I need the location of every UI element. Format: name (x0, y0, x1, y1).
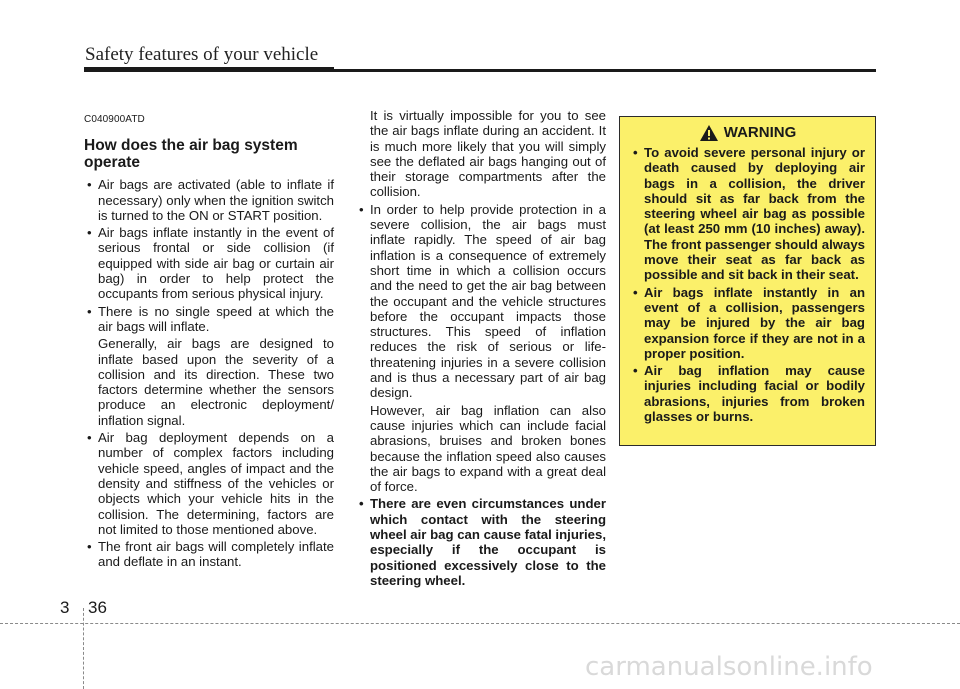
paragraph: It is virtually impossible for you to see the air bags inflate during an accident. It is much more likely that you will simply see the deflated air bags hanging out of their storage compartments after the collision. (370, 108, 606, 200)
list-item: • To avoid severe personal injury or death caused by deploying air bags in a collision, the driver should sit as far back from the steering wheel air bag as possible (at least 250 mm (10 inches) away). The front passenger should always move their seat as far back as possible and sit back in their seat. (630, 145, 865, 283)
warning-triangle-icon (699, 124, 719, 142)
list-item: • Air bags inflate instantly in the event of serious frontal or side collision (if equipped with side air bag or curtain air bag) in order to help protect the occupants from serious physical injury. (84, 225, 334, 301)
chapter-number: 3 (60, 598, 70, 617)
list-item: • In order to help provide protection in a severe collision, the air bags must inflate rapidly. The speed of air bag inflation is a consequence of extremely short time in which a collision occurs and the need to get the air bag between the occupant and the vehicle structures before the occupant impacts those structures. This speed of inflation reduces the risk of serious or life-threatening injuries in a severe collision and is thus a necessary part of air bag design. (356, 202, 606, 401)
list-item: • The front air bags will completely inflate and deflate in an instant. (84, 539, 334, 570)
list-continuation: However, air bag inflation can also cause injuries which can include facial abrasions, bruises and broken bones because the inflation speed also causes the air bags to expand with a great deal of force. (370, 402, 606, 495)
warning-title: WARNING (723, 124, 797, 142)
warning-box (619, 116, 876, 446)
warning-list (630, 145, 865, 424)
left-bullet-list (84, 177, 334, 334)
section-heading: How does the air bag system operate (84, 137, 298, 172)
page-number: 36 (88, 598, 107, 617)
page-header-title: Safety features of your vehicle (85, 44, 319, 65)
left-bullet-list-2 (84, 430, 334, 570)
section-code: C040900ATD (84, 114, 145, 125)
middle-column (356, 108, 606, 590)
footer-hline (0, 623, 960, 624)
list-item: • Air bag inflation may cause injuries including facial or bodily abrasions, injuries from broken glasses or burns. (630, 363, 865, 424)
list-item: • Air bag deployment depends on a number of complex factors including vehicle speed, angles of impact and the density and stiffness of the vehicles or objects which your vehicle hits in the collision. The determining, factors are not limited to those mentioned above. (84, 430, 334, 537)
footer-vline (83, 608, 85, 689)
left-column (84, 112, 334, 572)
mid-bullet-list-2 (356, 496, 606, 588)
list-continuation: Generally, air bags are designed to inflate based upon the severity of a collision and its direction. These two factors determine whether the sensors produce an electronic deployment/ inflation signal. (98, 336, 334, 428)
list-item: • There is no single speed at which the air bags will inflate. (84, 304, 334, 335)
list-item: • There are even circumstances under which contact with the steering wheel air bag can cause fatal injuries, especially if the occupant is positioned excessively close to the steering wheel. (356, 496, 606, 588)
list-item: • Air bags inflate instantly in an event of a collision, passengers may be injured by the air bag expansion force if they are not in a proper position. (630, 285, 865, 361)
watermark: carmanualsonline.info (585, 652, 873, 682)
mid-bullet-list (356, 202, 606, 401)
list-item: • Air bags are activated (able to inflate if necessary) only when the ignition switch is turned to the ON or START position. (84, 177, 334, 223)
header-rule (84, 69, 876, 72)
warning-header (630, 124, 865, 142)
